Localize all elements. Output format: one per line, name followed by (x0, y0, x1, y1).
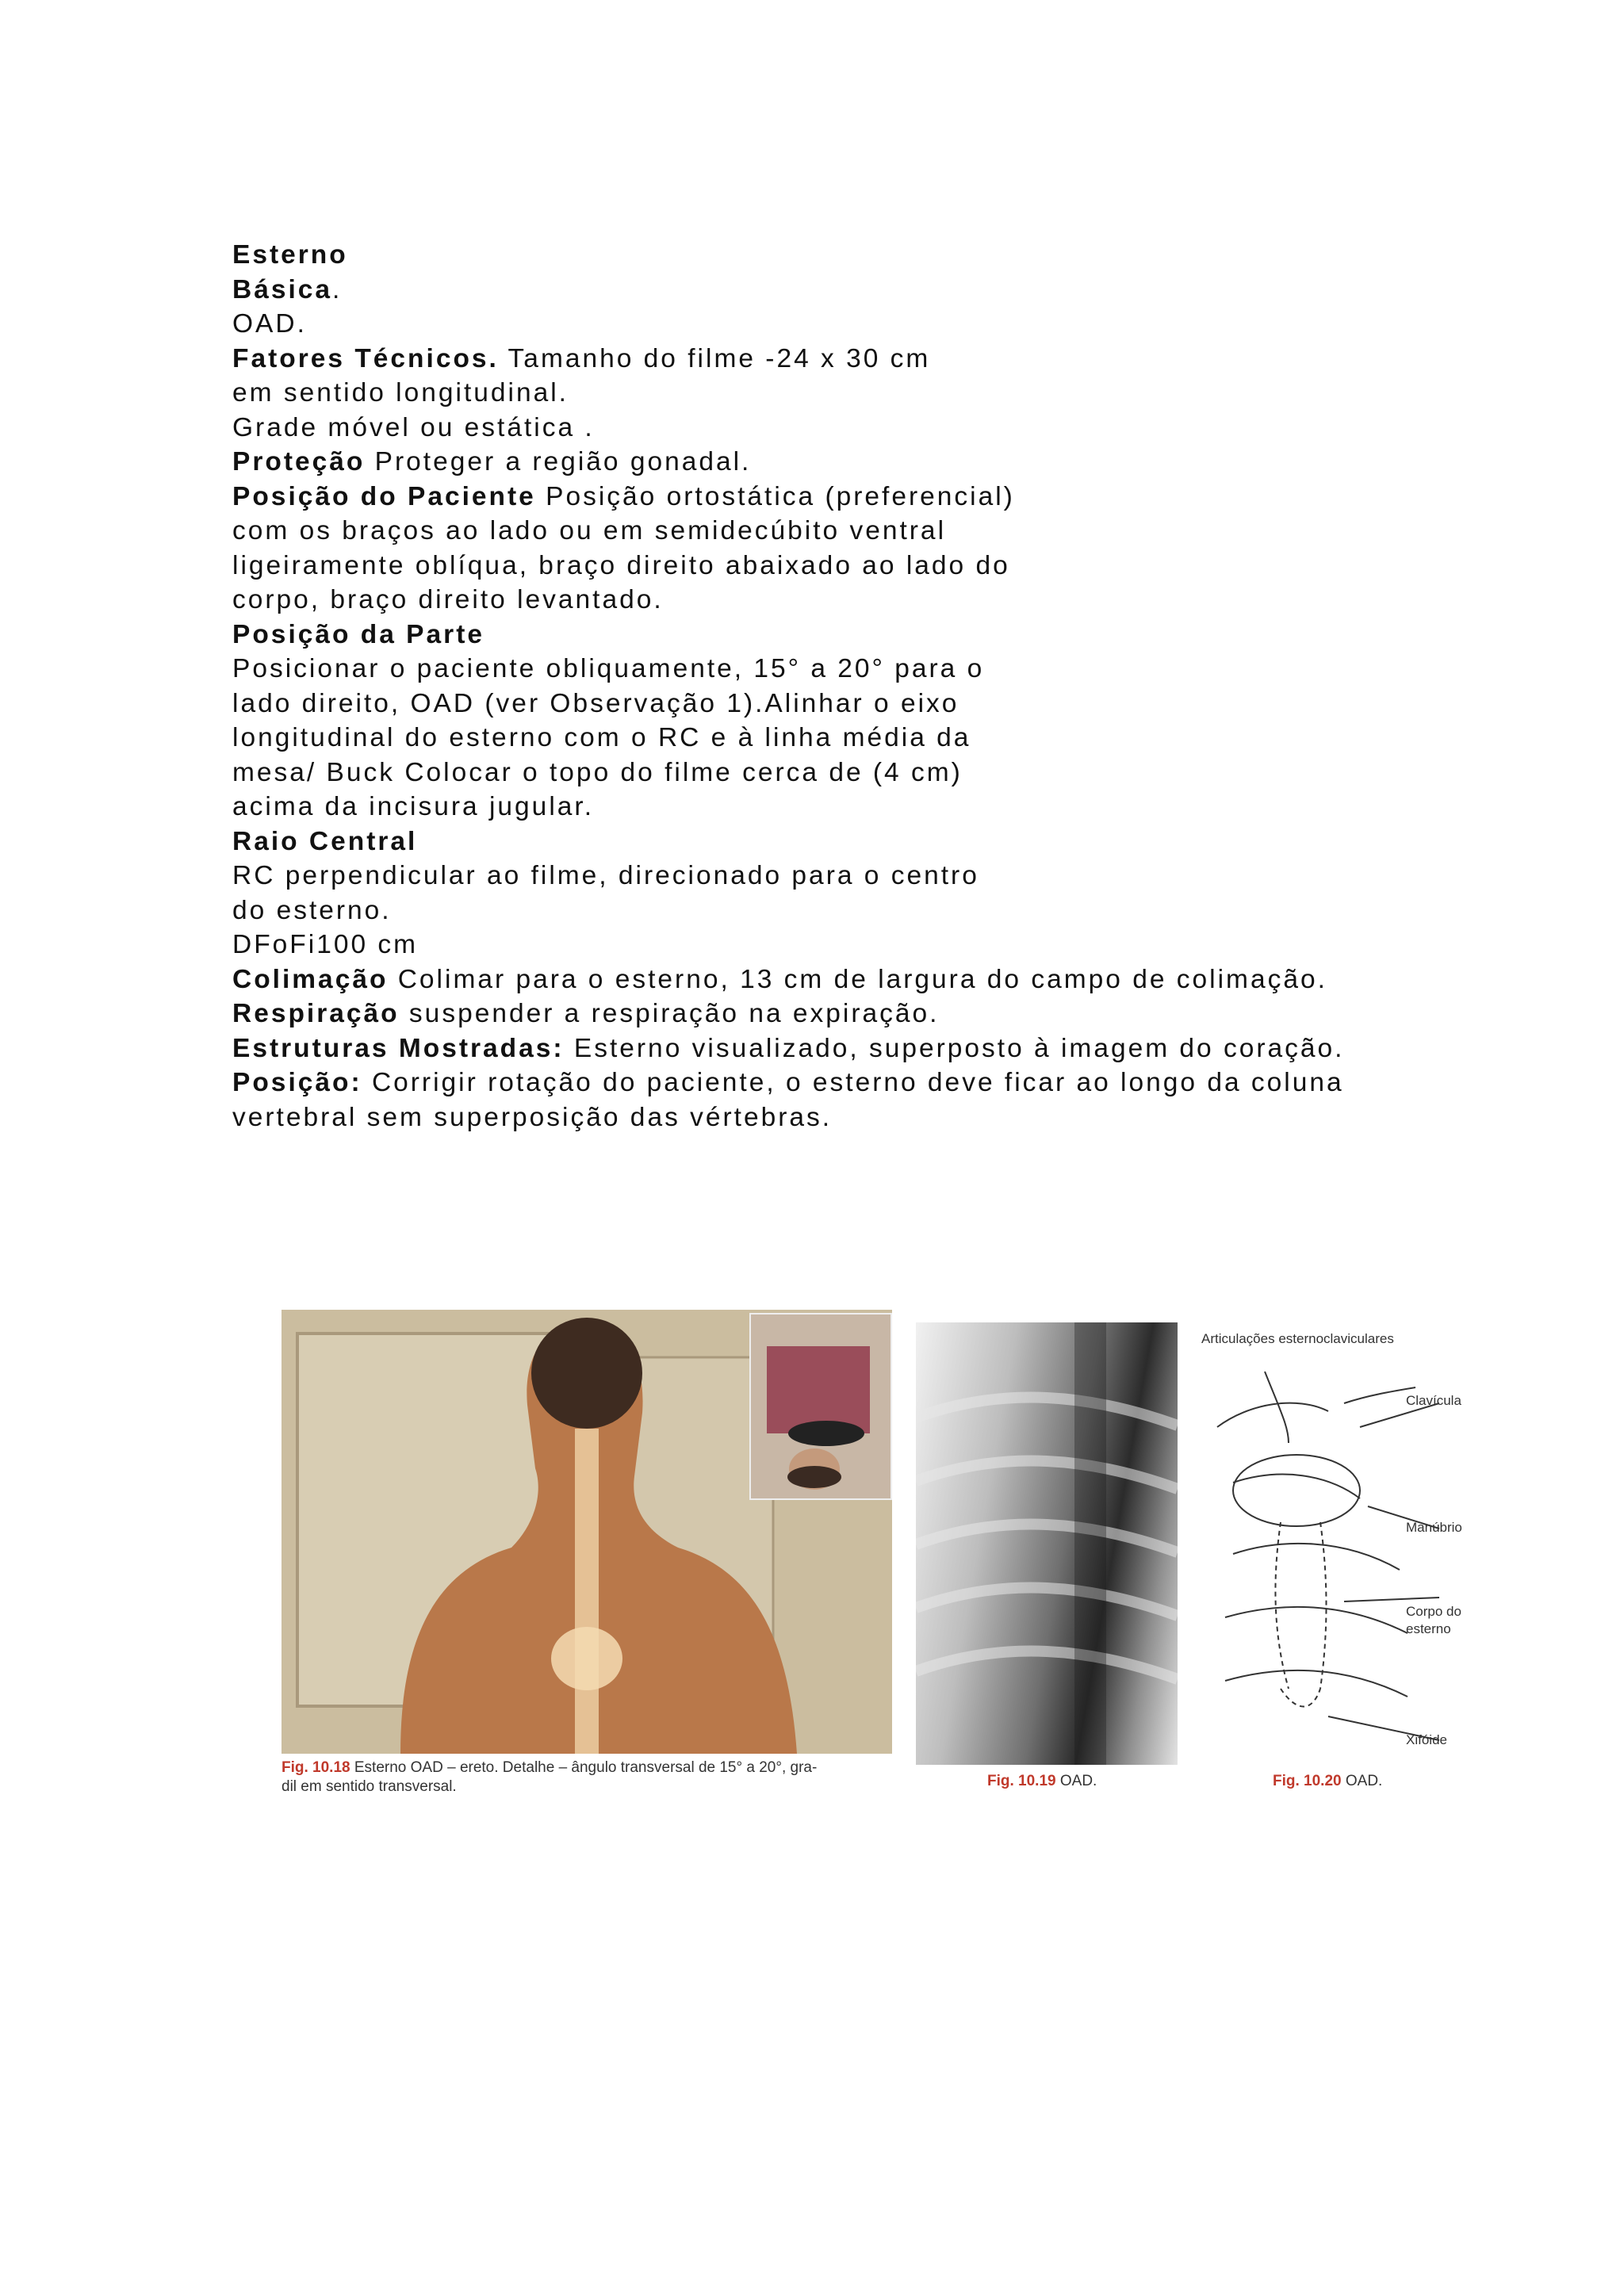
text-span: Corrigir rotação do paciente, o esterno deve ficar ao longo da coluna (362, 1068, 1344, 1097)
text-line: RC perpendicular ao filme, direcionado para o centro (232, 861, 979, 890)
text-line: em sentido longitudinal. (232, 378, 569, 408)
label-respiracao: Respiração (232, 999, 400, 1028)
caption-text: Esterno OAD – ereto. Detalhe – ângulo transversal de 15° a 20°, gra- (350, 1759, 818, 1776)
text-span: Posição ortostática (preferencial) (535, 481, 1015, 511)
patient-supine-illustration (751, 1314, 891, 1498)
caption-text: OAD. (1055, 1773, 1097, 1789)
text-span: Esterno visualizado, superposto à imagem do coração. (564, 1033, 1345, 1063)
label-articulacoes: Articulações esternoclaviculares (1201, 1331, 1394, 1346)
xray-image (916, 1322, 1178, 1765)
label-manubrio: Manúbrio (1406, 1520, 1462, 1535)
label-estruturas: Estruturas Mostradas: (232, 1033, 565, 1063)
projection-oad: OAD. (232, 309, 307, 339)
label-corpo-do: Corpo do (1406, 1604, 1461, 1619)
heading-esterno: Esterno (232, 240, 348, 270)
label-protecao: Proteção (232, 447, 366, 476)
label-posicao-paciente: Posição do Paciente (232, 481, 536, 511)
text-line: Posicionar o paciente obliquamente, 15° a 20° para o (232, 654, 985, 683)
figure-10-19 (916, 1322, 1178, 1806)
figure-caption (1273, 1773, 1382, 1790)
figure-number: Fig. 10.20 (1273, 1773, 1342, 1789)
text-span: Proteger a região gonadal. (365, 447, 752, 476)
label-posicao: Posição: (232, 1068, 362, 1097)
figure-10-20 (1185, 1316, 1487, 1808)
text-span: Tamanho do filme -24 x 30 cm (498, 343, 931, 373)
text-span: Colimar para o esterno, 13 cm de largura do campo de colimação. (388, 964, 1327, 994)
label-clavicula: Clavícula (1406, 1393, 1461, 1408)
text-line: DFoFi100 cm (232, 930, 419, 959)
figure-caption (987, 1773, 1097, 1790)
label-posicao-parte: Posição da Parte (232, 619, 485, 649)
figure-number: Fig. 10.18 (282, 1759, 350, 1776)
text-span: suspender a respiração na expiração. (399, 999, 940, 1028)
label-esterno: esterno (1406, 1621, 1451, 1636)
heading-basica: Básica (232, 274, 333, 304)
label-colimacao: Colimação (232, 964, 389, 994)
text-line: ligeiramente oblíqua, braço direito abaixado ao lado do (232, 550, 1010, 580)
text-line: com os braços ao lado ou em semidecúbito ventral (232, 516, 947, 545)
figure-caption (282, 1758, 892, 1797)
text-line: acima da incisura jugular. (232, 792, 595, 821)
text-line: corpo, braço direito levantado. (232, 585, 664, 614)
text-line: Grade móvel ou estática . (232, 412, 595, 442)
caption-text: OAD. (1341, 1773, 1383, 1789)
figure-number: Fig. 10.19 (987, 1773, 1056, 1789)
label-fatores: Fatores Técnicos. (232, 343, 499, 373)
text-line: vertebral sem superposição das vértebras. (232, 1102, 833, 1132)
technique-text (232, 238, 1406, 1135)
detail-inset-photo (749, 1313, 892, 1500)
label-raio-central: Raio Central (232, 826, 418, 856)
text-line: lado direito, OAD (ver Observação 1).Alinhar o eixo (232, 688, 959, 718)
xray-ribs (916, 1322, 1178, 1765)
sternum-diagram (1185, 1316, 1487, 1768)
text-line: mesa/ Buck Colocar o topo do filme cerca de (4 cm) (232, 757, 963, 787)
figure-10-18 (282, 1310, 892, 1804)
text-span: . (332, 274, 343, 304)
label-xifoide: Xifóide (1406, 1732, 1447, 1747)
caption-text: dil em sentido transversal. (282, 1778, 457, 1795)
text-line: do esterno. (232, 895, 392, 925)
text-line: longitudinal do esterno com o RC e à linha média da (232, 723, 971, 752)
